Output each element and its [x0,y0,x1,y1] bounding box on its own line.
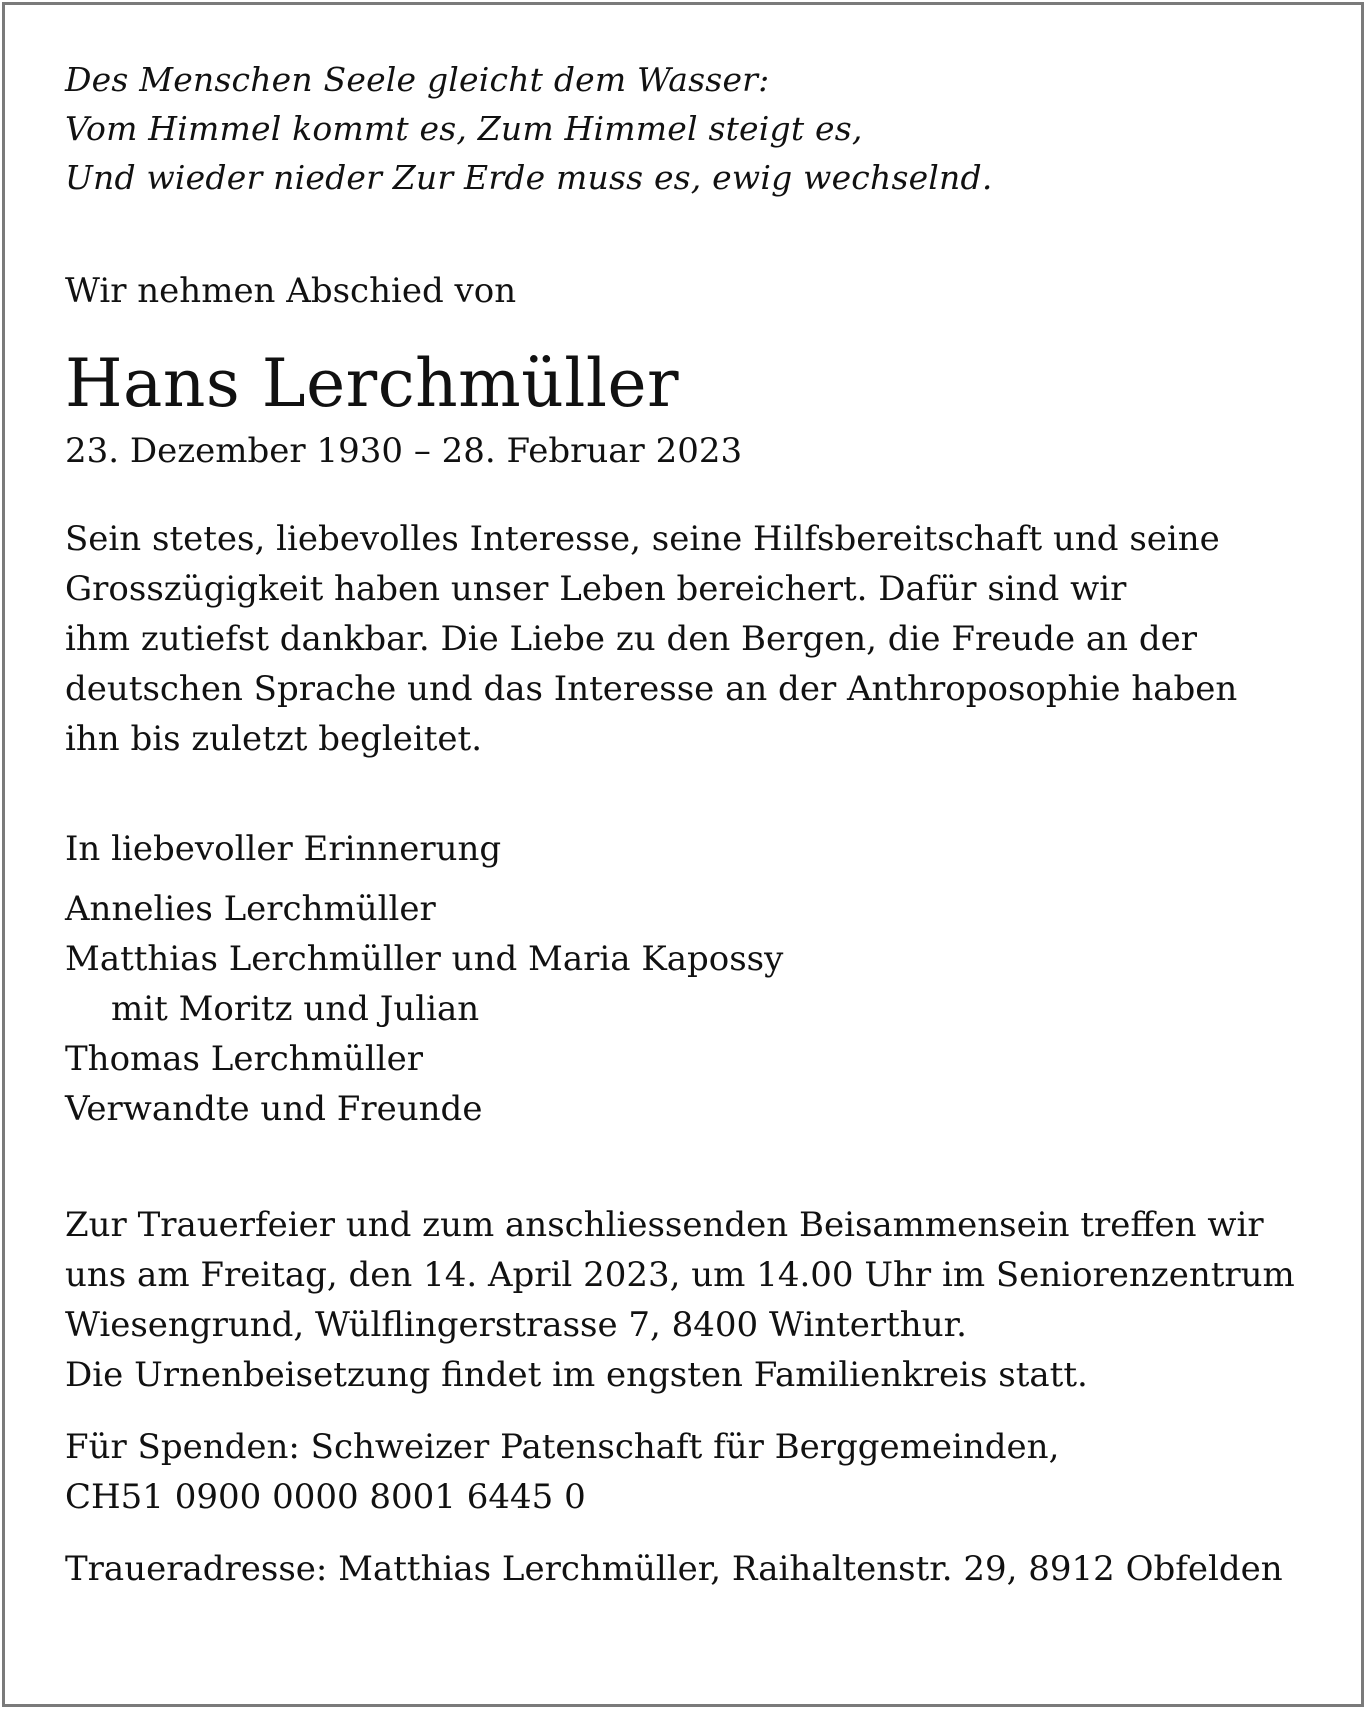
service-line: Die Urnenbeisetzung findet im engsten Familienkreis statt. [65,1355,1088,1395]
tribute-line: Sein stetes, liebevolles Interesse, seine Hilfsbereitschaft und seine [65,519,1220,559]
poem-line: Vom Himmel kommt es, Zum Himmel steigt es, [65,109,863,148]
mourning-address: Traueradresse: Matthias Lerchmüller, Raihaltenstr. 29, 8912 Obfelden [65,1549,1283,1589]
donation-iban: CH51 0900 0000 8001 6445 0 [65,1477,586,1517]
mourners-list [65,884,1325,1134]
tribute-text [65,514,1325,764]
service-info [65,1200,1325,1400]
deceased-name: Hans Lerchmüller [65,345,680,422]
life-dates: 23. Dezember 1930 – 28. Februar 2023 [65,431,743,471]
service-line: Wiesengrund, Wülflingerstrasse 7, 8400 Winterthur. [65,1305,967,1345]
donation-info [65,1422,1325,1522]
poem-line: Des Menschen Seele gleicht dem Wasser: [65,60,770,99]
mourner: Verwandte und Freunde [65,1089,483,1129]
tribute-line: Grosszügigkeit haben unser Leben bereichert. Dafür sind wir [65,569,1127,609]
farewell-intro: Wir nehmen Abschied von [65,271,517,311]
donation-line: Für Spenden: Schweizer Patenschaft für Berggemeinden, [65,1427,1060,1467]
mourner: Thomas Lerchmüller [65,1039,423,1079]
poem-line: Und wieder nieder Zur Erde muss es, ewig wechselnd. [65,158,993,197]
mourner: Annelies Lerchmüller [65,889,436,929]
service-line: uns am Freitag, den 14. April 2023, um 14.00 Uhr im Seniorenzentrum [65,1255,1295,1295]
tribute-line: ihm zutiefst dankbar. Die Liebe zu den Bergen, die Freude an der [65,619,1198,659]
obituary-content [65,55,1325,1594]
service-line: Zur Trauerfeier und zum anschliessenden Beisammensein treffen wir [65,1205,1264,1245]
remembrance-label: In liebevoller Erinnerung [65,829,502,869]
tribute-line: deutschen Sprache und das Interesse an der Anthroposophie haben [65,669,1238,709]
mourner: mit Moritz und Julian [111,989,480,1029]
tribute-line: ihn bis zuletzt begleitet. [65,719,482,759]
poem-quote [65,55,1325,202]
obituary-frame [2,2,1364,1707]
mourner: Matthias Lerchmüller und Maria Kapossy [65,939,784,979]
